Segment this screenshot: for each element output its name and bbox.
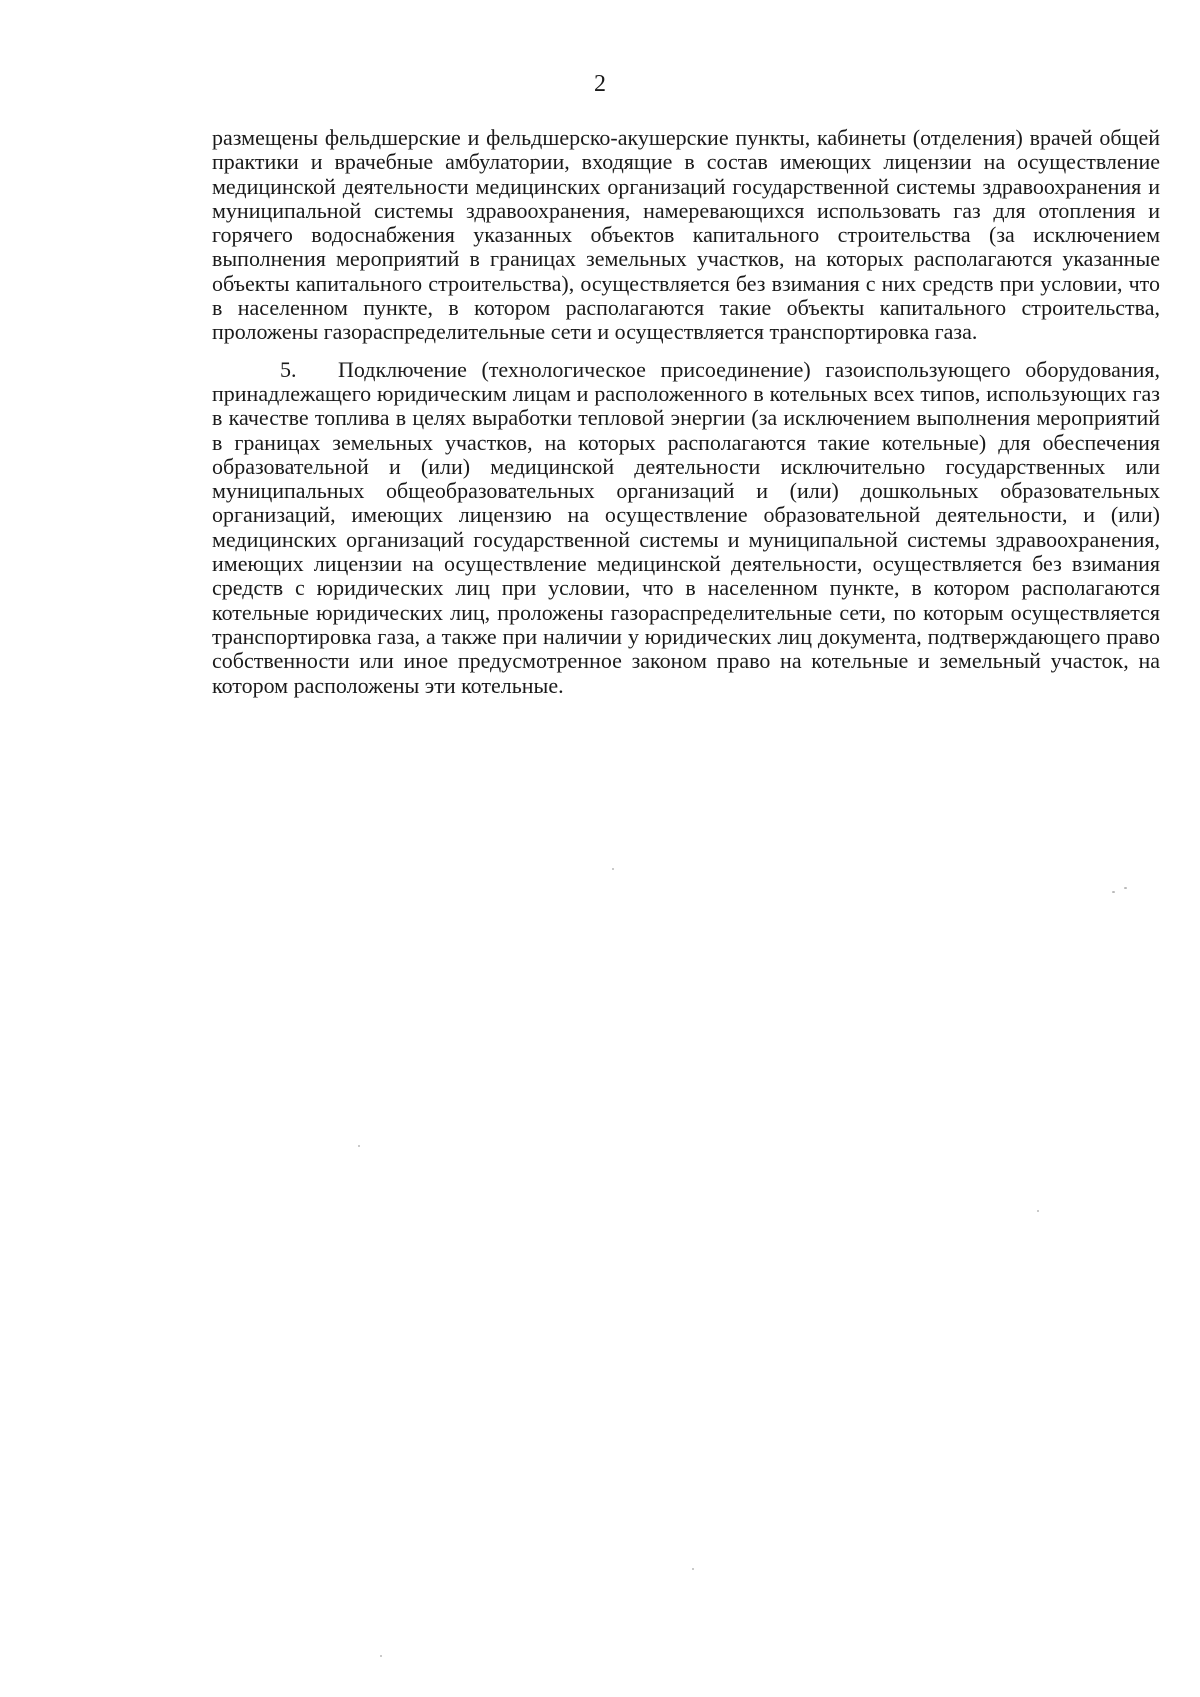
paragraph-text: Подключение (технологическое присоединение) газоиспользующего оборудования, принадлежащего юридическим лицам и расположенного в котельных всех типов, использующих газ в качестве топлива в целях выработки тепловой энергии (за исключением выполнения мероприятий в границах земельных участков, на которых располагаются такие котельные) для обеспечения образовательной и (или) медицинской деятельности исключительно государственных или муниципальных общеобразовательных организаций и (или) дошкольных образовательных организаций, имеющих лицензию на осуществление образовательной деятельности, и (или) медицинских организаций государственной системы и муниципальной системы здравоохранения, имеющих лицензии на осуществление медицинской деятельности, осуществляется без взимания средств с юридических лиц при условии, что в населенном пункте, в котором располагаются котельные юридических лиц, проложены газораспределительные сети, по которым осуществляется транспортировка газа, а также при наличии у юридических лиц документа, подтверждающего право собственности или иное предусмотренное законом право на котельные и земельный участок, на котором расположены эти котельные. bbox=[212, 356, 1160, 698]
scan-speck bbox=[1124, 887, 1127, 889]
scan-speck bbox=[358, 1145, 360, 1147]
scan-speck bbox=[380, 1655, 382, 1657]
scan-speck bbox=[692, 1568, 694, 1570]
scan-speck bbox=[1112, 891, 1115, 893]
document-body bbox=[212, 126, 1160, 698]
scan-speck bbox=[612, 868, 614, 870]
scan-speck bbox=[1037, 1210, 1039, 1212]
paragraph-item-5 bbox=[212, 358, 1160, 698]
page-number: 2 bbox=[594, 71, 606, 97]
paragraph-continuation: размещены фельдшерские и фельдшерско-акушерские пункты, кабинеты (отделения) врачей общей практики и врачебные амбулатории, входящие в состав имеющих лицензии на осуществление медицинской деятельности медицинских организаций государственной системы здравоохранения и муниципальной системы здравоохранения, намеревающихся использовать газ для отопления и горячего водоснабжения указанных объектов капитального строительства (за исключением выполнения мероприятий в границах земельных участков, на которых располагаются указанные объекты капитального строительства), осуществляется без взимания с них средств при условии, что в населенном пункте, в котором располагаются такие объекты капитального строительства, проложены газораспределительные сети и осуществляется транспортировка газа. bbox=[212, 125, 1160, 345]
paragraph-number: 5. bbox=[280, 356, 297, 382]
